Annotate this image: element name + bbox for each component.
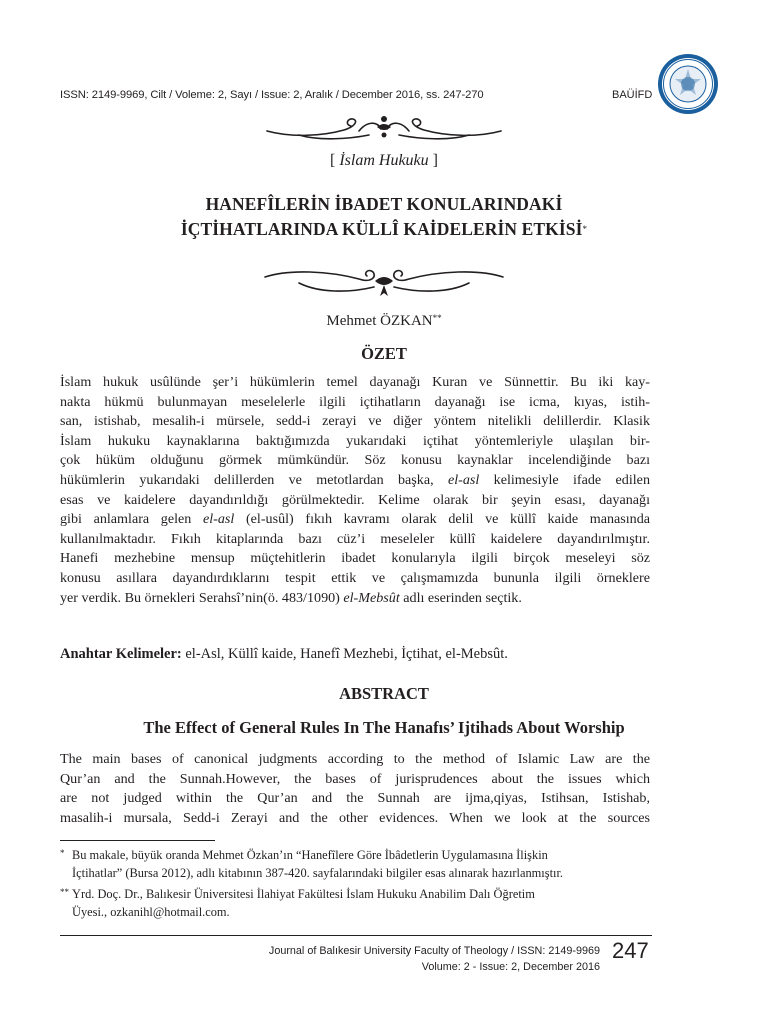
ozet-line: kullanılmaktadır. Fıkıh kitaplarında bazı cüz’i meseleler küllî kaidelere dayandırılmıştır. — [60, 530, 650, 547]
footer-line-1: Journal of Balıkesir University Faculty of Theology / ISSN: 2149-9969 — [268, 945, 600, 957]
footnote-mark: ** — [60, 887, 69, 897]
ozet-line: yer verdik. Bu örnekleri Serahsî’nin(ö. 483/1090) el-Mebsût adlı eserinden seçtik. — [60, 589, 522, 606]
ozet-line: Hanefi mezhebine mensup müçtehitlerin ibadet konularıyla ilgili birçok meseleyi söz — [60, 550, 650, 567]
page-number: 247 — [612, 938, 649, 963]
section-label-text: İslam Hukuku — [339, 152, 429, 169]
abstract-line: masalih-i mursala, Sedd-i Zerayi and the other evidences. When we look at the sources — [60, 809, 650, 826]
header-journal-abbr: BAÜİFD — [612, 89, 653, 101]
section-label: [ İslam Hukuku ] — [330, 152, 438, 169]
ozet-heading: ÖZET — [361, 344, 407, 363]
ozet-line: İslam hukuku kaynaklarına baktığımızda yukarıdaki içtihat yöntemleriyle ulaşılan bir- — [60, 432, 650, 449]
keywords-label: Anahtar Kelimeler: — [60, 646, 182, 662]
ozet-line: nakta hükmü bulunmayan meselelerle ilgili içtihatların dayanağı ise icma, kıyas, istih- — [60, 393, 650, 410]
ozet-line: hükümlerin yukarıdaki delillerden ve metotlardan başka, el-asl kelimesiyle ifade edilen — [60, 471, 650, 488]
abstract-body — [60, 750, 650, 828]
title-line-1: HANEFÎLERİN İBADET KONULARINDAKİ — [205, 194, 563, 214]
footer-line-2: Volume: 2 - Issue: 2, December 2016 — [421, 961, 600, 973]
abstract-line: Qur’an and the Sunnah.However, the bases of jurisprudences about the issues which — [60, 770, 650, 787]
footnote-1 — [60, 846, 652, 882]
author — [0, 313, 768, 330]
footer-rule — [60, 935, 652, 936]
keywords-text: el-Asl, Küllî kaide, Hanefî Mezhebi, İçtihat, el-Mebsût. — [181, 646, 508, 662]
footnote-rule — [60, 840, 215, 841]
ozet-line: san, istishab, mesalih-i mürsele, sedd-i zerayi ve diğer yöntem nitelikli delillerdir. Klasik — [60, 413, 650, 430]
middle-ornament — [0, 263, 768, 299]
ozet-line: esas ve kaidelere dayandırıldığı görülmektedir. Kelime olarak bir şeyin esası, dayanağı — [60, 491, 650, 508]
abstract-line: The main bases of canonical judgments according to the method of Islamic Law are the — [60, 751, 650, 767]
university-seal-logo — [657, 53, 719, 115]
author-name: Mehmet ÖZKAN — [326, 313, 433, 329]
ozet-line: konusu asıllara dayandırdıklarını tespit ettik ve çalışmamızda bununla ilgili örneklere — [60, 569, 650, 586]
footnote-2 — [60, 885, 652, 921]
keywords — [60, 646, 508, 663]
ozet-body — [60, 373, 650, 608]
ozet-line: gibi anlamlara gelen el-asl (el-usûl) fıkıh kavramı olarak delil ve küllî kaide manasında — [60, 511, 651, 528]
title-footnote-mark: * — [582, 224, 588, 234]
author-footnote-mark: ** — [432, 313, 442, 323]
abstract-line: are not judged within the Qur’an and the Sunnah are ijma,qiyas, Istihsan, Istishab, — [60, 790, 650, 807]
ozet-line: İslam hukuk usûlünde şer’i hükümlerin temel dayanağı Kuran ve Sünnettir. Bu iki kay- — [60, 374, 650, 390]
footnote-text: Üyesi., ozkanihl@hotmail.com. — [72, 905, 230, 919]
top-ornament — [0, 113, 768, 143]
footnote-mark: * — [60, 848, 65, 858]
title-line-2: İÇTİHATLARINDA KÜLLÎ KAİDELERİN ETKİSİ — [180, 219, 583, 239]
article-title — [0, 192, 768, 242]
footnote-text: Bu makale, büyük oranda Mehmet Özkan’ın “Hanefîlere Göre İbâdetlerin Uygulamasına İlişkin — [72, 848, 548, 862]
abstract-subtitle: The Effect of General Rules In The Hanafıs’ Ijtihads About Worship — [143, 718, 625, 737]
footer-journal-info — [269, 943, 600, 975]
footnote-text: Yrd. Doç. Dr., Balıkesir Üniversitesi İlahiyat Fakültesi İslam Hukuku Anabilim Dalı Öğretim — [72, 887, 535, 901]
abstract-heading: ABSTRACT — [339, 684, 429, 703]
footnote-text: İçtihatlar” (Bursa 2012), adlı kitabının 387-420. sayfalarındaki bilgiler esas alınarak hazırlanmıştır. — [72, 866, 563, 880]
header-citation: ISSN: 2149-9969, Cilt / Voleme: 2, Sayı / Issue: 2, Aralık / December 2016, ss. 247-270 — [60, 89, 484, 101]
ozet-line: çok hüküm olduğunu görmek mümkündür. Söz konusu kaynaklar incelendiğinde bazı — [60, 452, 650, 469]
